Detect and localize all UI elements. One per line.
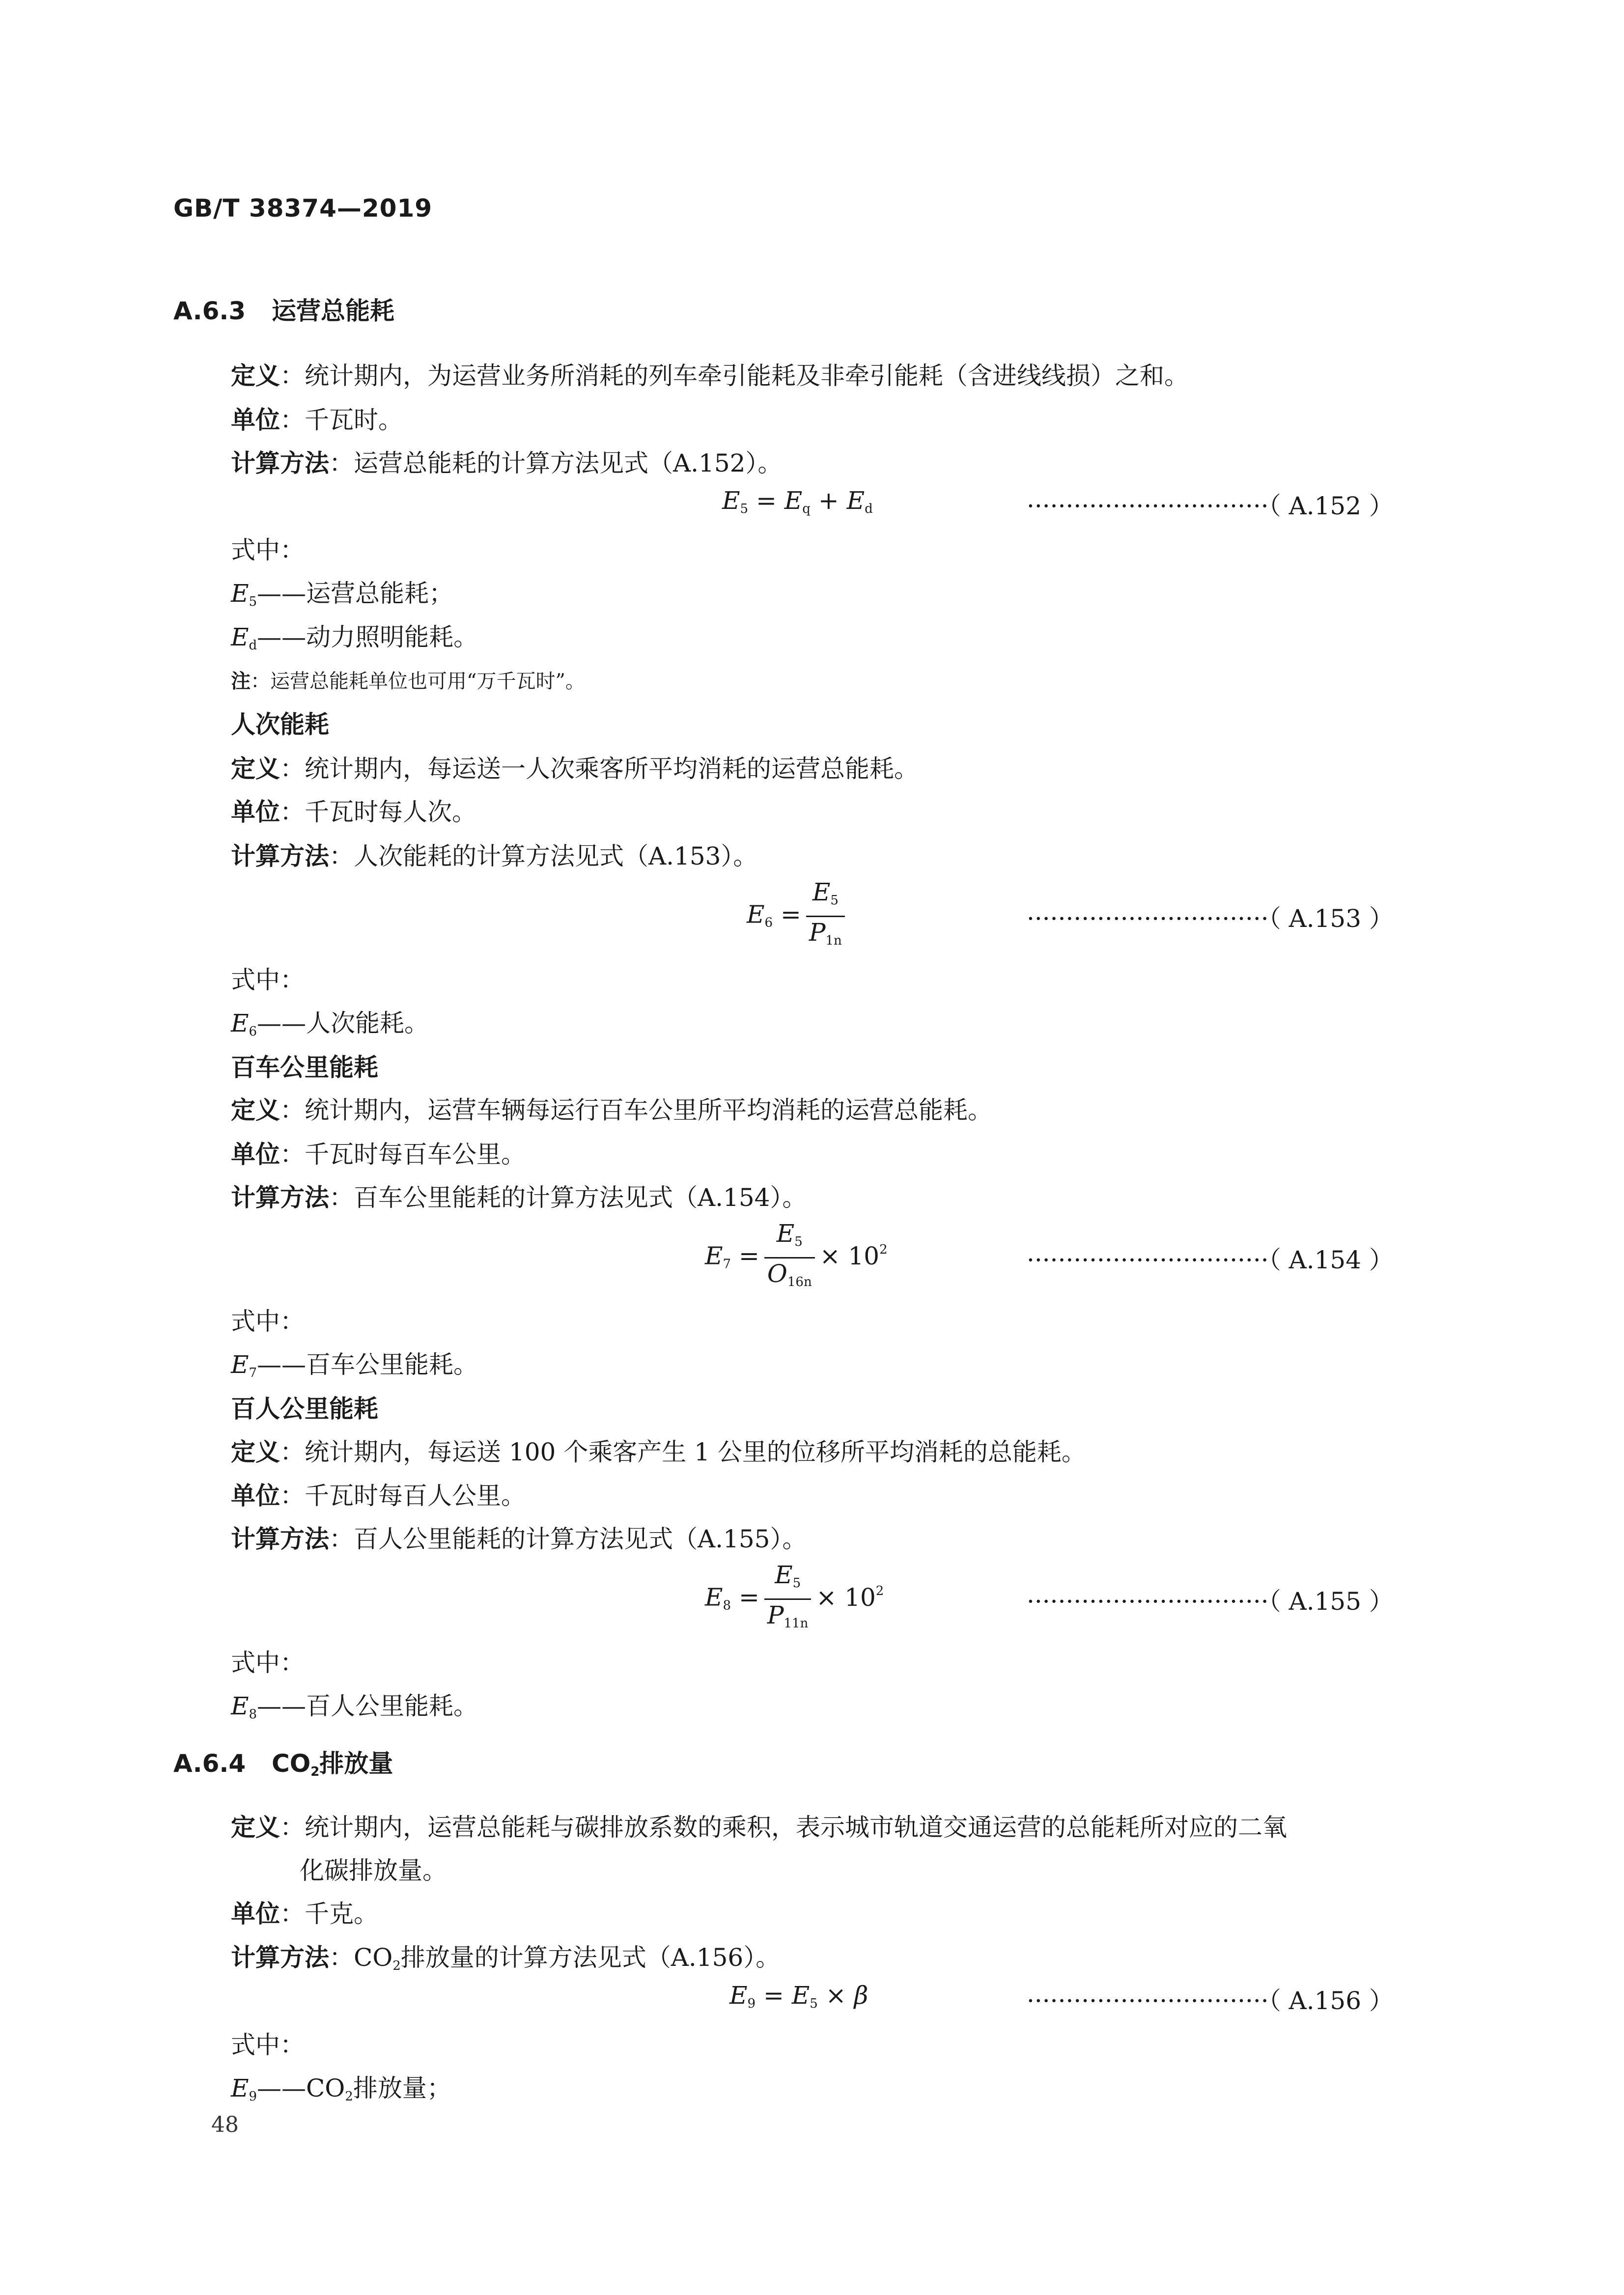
page-number: 48: [211, 2112, 239, 2137]
section-title: 运营总能耗: [272, 297, 394, 325]
equation-number: ·······························（ A.153 ）: [1027, 904, 1394, 933]
equation-number: ·······························（ A.156 ）: [1027, 1987, 1394, 2015]
formula-a154: E7 = $\frac{E5}{O16n}$ × $10^2$: [705, 1219, 888, 1289]
variable-line: E9——CO2排放量；: [231, 2074, 451, 2104]
formula-a153: E6 = $\frac{E5}{P1n}$: [747, 877, 850, 956]
definition-line: 定义：统计期内，每运送 100 个乘客产生 1 公里的位移所平均消耗的总能耗。: [231, 1438, 1086, 1466]
method-line: 计算方法：CO2排放量的计算方法见式（A.156）。: [231, 1943, 781, 1973]
method-line: 计算方法：运营总能耗的计算方法见式（A.152）。: [231, 449, 783, 477]
definition-line: 定义：统计期内，为运营业务所消耗的列车牵引能耗及非牵引能耗（含进线线损）之和。: [231, 362, 1189, 390]
variable-line: E7——百车公里能耗。: [231, 1350, 478, 1380]
subsection-heading: 百车公里能耗: [231, 1053, 378, 1082]
method-line: 计算方法：百人公里能耗的计算方法见式（A.155）。: [231, 1525, 807, 1553]
standard-code-header: GB/T 38374—2019: [173, 194, 433, 223]
unit-line: 单位：千克。: [231, 1900, 378, 1928]
where-line: 式中：: [231, 1649, 305, 1677]
method-line: 计算方法：人次能耗的计算方法见式（A.153）。: [231, 842, 758, 870]
unit-line: 单位：千瓦时每百车公里。: [231, 1140, 526, 1169]
equation-number: ·······························（ A.152 ）: [1027, 492, 1394, 520]
formula-a152: E5 = Eq + Ed: [722, 486, 873, 516]
where-line: 式中：: [231, 536, 305, 564]
section-heading-a63: [173, 291, 394, 327]
variable-line: Ed——动力照明能耗。: [231, 623, 478, 653]
unit-line: 单位：千瓦时每百人公里。: [231, 1482, 526, 1510]
note-line: 注：运营总能耗单位也可用“万千瓦时”。: [231, 670, 585, 693]
formula-a156: E9 = E5 × β: [729, 1981, 868, 2011]
equation-number: ·······························（ A.154 ）: [1027, 1246, 1394, 1274]
definition-continuation: 化碳排放量。: [300, 1856, 447, 1885]
equation-number: ·······························（ A.155 ）: [1027, 1587, 1394, 1616]
unit-line: 单位：千瓦时每人次。: [231, 798, 476, 826]
variable-line: E5——运营总能耗；: [231, 579, 454, 609]
subsection-heading: 百人公里能耗: [231, 1395, 378, 1423]
where-line: 式中：: [231, 966, 305, 994]
method-line: 计算方法：百车公里能耗的计算方法见式（A.154）。: [231, 1183, 807, 1212]
section-number: A.6.4: [173, 1749, 246, 1778]
definition-line: 定义：统计期内，运营车辆每运行百车公里所平均消耗的运营总能耗。: [231, 1096, 992, 1124]
formula-a155: E8 = $\frac{E5}{P11n}$ × $10^2$: [705, 1561, 884, 1631]
where-line: 式中：: [231, 1307, 305, 1336]
section-number: A.6.3: [173, 297, 246, 325]
subsection-heading: 人次能耗: [231, 710, 329, 739]
variable-line: E6——人次能耗。: [231, 1009, 429, 1039]
where-line: 式中：: [231, 2031, 305, 2059]
definition-line: 定义：统计期内，运营总能耗与碳排放系数的乘积，表示城市轨道交通运营的总能耗所对应的二氧: [231, 1813, 1287, 1842]
section-heading-a64: A.6.4 CO2排放量: [173, 1749, 393, 1779]
definition-line: 定义：统计期内，每运送一人次乘客所平均消耗的运营总能耗。: [231, 755, 919, 783]
unit-line: 单位：千瓦时。: [231, 406, 403, 434]
variable-line: E8——百人公里能耗。: [231, 1692, 478, 1722]
